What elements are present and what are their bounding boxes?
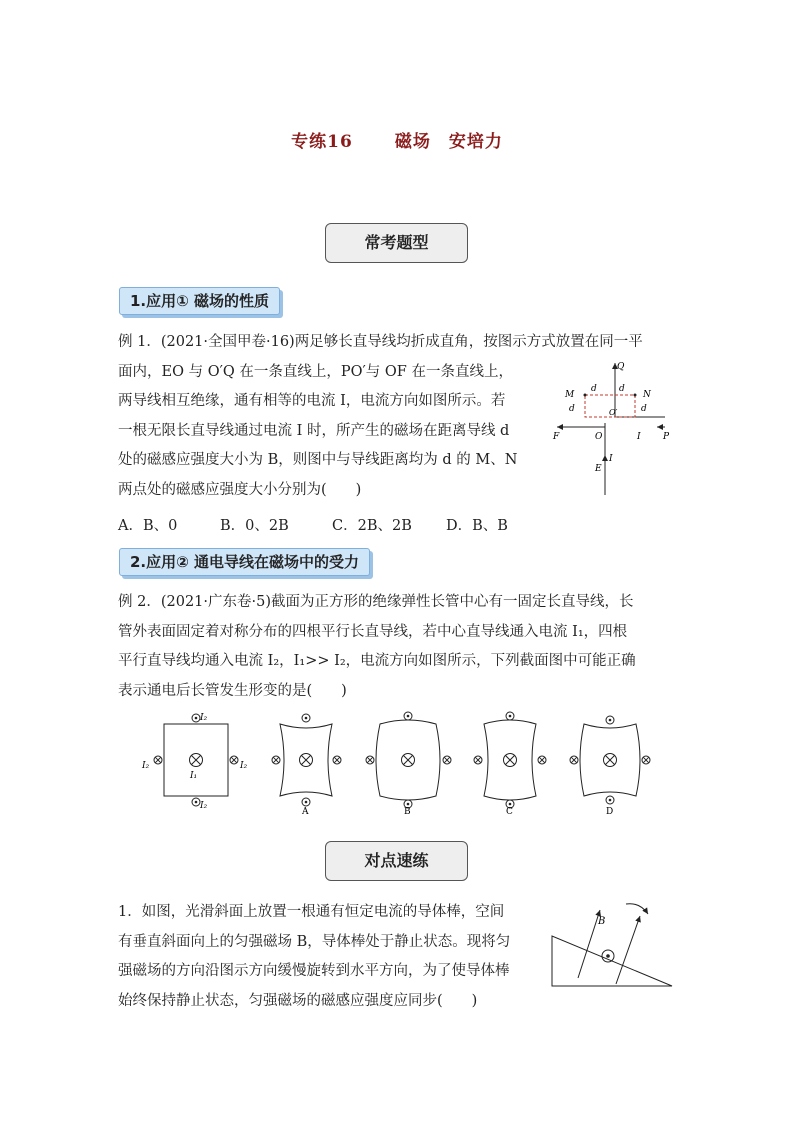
fig1-label: Q (617, 362, 625, 372)
text-line: 有垂直斜面向上的匀强磁场 B，导体棒处于静止状态。现将匀 (118, 933, 511, 950)
fig1-label: F (553, 432, 560, 442)
option-a-label: A (302, 807, 309, 817)
option-a: A．B、0 (118, 518, 178, 534)
text-line: 例 1．(2021·全国甲卷·16)两足够长直导线均折成直角，按图示方式放置在同一平 (118, 334, 643, 350)
title-right: 磁场 安培力 (394, 132, 503, 152)
option-b-label: B (404, 807, 411, 817)
fig1-label: d (641, 404, 647, 414)
text-line: 1．如图，光滑斜面上放置一根通有恒定电流的导体棒，空间 (118, 904, 505, 920)
text-line: 两点处的磁感应强度大小分别为( ) (118, 481, 362, 498)
example-1-figure (545, 355, 675, 505)
fig1-label: I (609, 454, 613, 464)
section-1-heading: 1.应用① 磁场的性质 (119, 287, 280, 315)
option-d: D．B、B (446, 518, 508, 534)
fig1-label: O′ (609, 408, 618, 417)
example-1-options (118, 514, 508, 535)
option-c: C．2B、2B (332, 518, 412, 534)
fig1-label: P (663, 432, 670, 442)
fig2-label-i1: I₁ (190, 771, 198, 781)
example-2-figures (138, 706, 658, 818)
text-line: 始终保持静止状态，匀强磁场的磁感应强度应同步( ) (118, 992, 478, 1009)
fig1-label: d (591, 384, 597, 394)
header-practice: 对点速练 (325, 841, 468, 881)
fig1-label: I (637, 432, 641, 442)
option-b: B．0、2B (220, 518, 289, 534)
fig1-label: d (569, 404, 575, 414)
fig2-label-i2: I₂ (240, 761, 248, 771)
fig3-label-b: B (598, 916, 606, 927)
text-line: 例 2．(2021·广东卷·5)截面为正方形的绝缘弹性长管中心有一固定长直导线，长 (118, 594, 634, 610)
fig1-label: N (643, 390, 651, 400)
problem-1-text (118, 898, 510, 1016)
text-line: 管外表面固定着对称分布的四根平行长直导线，若中心直导线通入电流 I₁，四根 (118, 623, 628, 640)
option-c-label: C (506, 807, 513, 817)
fig1-label: E (595, 464, 602, 474)
fig2-label-i2: I₂ (200, 801, 208, 811)
example-2-text (118, 588, 636, 706)
option-d-label: D (606, 807, 614, 817)
fig1-label: M (565, 390, 575, 400)
fig2-label-i2: I₂ (142, 761, 150, 771)
section-2-heading: 2.应用② 通电导线在磁场中的受力 (119, 548, 370, 576)
header-common-types: 常考题型 (325, 223, 468, 263)
text-line: 两导线相互绝缘，通有相等的电流 I，电流方向如图所示。若 (118, 393, 506, 409)
fig2-label-i2: I₂ (200, 713, 208, 723)
fig1-label: O (595, 432, 603, 442)
fig1-label: d (619, 384, 625, 394)
text-line: 平行直导线均通入电流 I₂，I₁>> I₂，电流方向如图所示，下列截面图中可能正确 (118, 653, 636, 669)
text-line: 面内，EO 与 O′Q 在一条直线上，PO′与 OF 在一条直线上， (118, 363, 513, 380)
title-left: 专练16 (291, 132, 353, 152)
text-line: 表示通电后长管发生形变的是( ) (118, 682, 347, 699)
text-line: 强磁场的方向沿图示方向缓慢旋转到水平方向，为了使导体棒 (118, 963, 510, 979)
problem-1-figure (548, 896, 678, 990)
text-line: 处的磁感应强度大小为 B，则图中与导线距离均为 d 的 M、N (118, 452, 518, 468)
page-title (0, 127, 794, 152)
text-line: 一根无限长直导线通过电流 I 时，所产生的磁场在距离导线 d (118, 422, 510, 439)
